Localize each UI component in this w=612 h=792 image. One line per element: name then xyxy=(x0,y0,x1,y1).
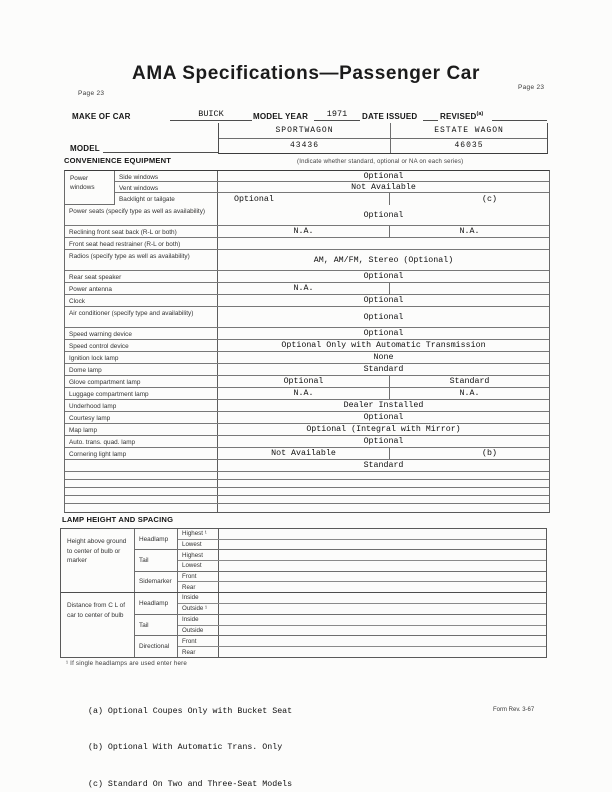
power-windows-block xyxy=(65,171,549,205)
cell-value: Optional (Integral with Mirror) xyxy=(306,425,461,434)
table-row xyxy=(65,328,549,340)
power-windows-group-label: Power windows xyxy=(65,171,115,205)
row-label: Ignition lock lamp xyxy=(65,352,218,363)
cell-value: Standard xyxy=(363,365,404,374)
table-row xyxy=(65,448,549,460)
row-label: Glove compartment lamp xyxy=(65,376,218,387)
row-values xyxy=(218,480,549,487)
table-row xyxy=(65,488,549,496)
footnote-b: (b) Optional With Automatic Trans. Only xyxy=(88,743,283,753)
convenience-table xyxy=(64,170,550,513)
model-row xyxy=(0,141,612,154)
lamp-subgroup-label: Tail xyxy=(135,615,178,636)
table-row xyxy=(65,295,549,307)
lamp-subgroup-label: Tail xyxy=(135,550,178,570)
cell-value-left: N.A. xyxy=(218,283,390,294)
lamp-row xyxy=(178,572,546,583)
row-label xyxy=(65,472,218,479)
row-values xyxy=(218,424,549,435)
table-row xyxy=(65,376,549,388)
lamp-subgroup xyxy=(135,529,546,550)
cell-value: Optional xyxy=(363,296,404,305)
row-label: Dome lamp xyxy=(65,364,218,375)
table-row xyxy=(65,340,549,352)
cell-value: Optional xyxy=(363,210,404,220)
lamp-row-value xyxy=(219,593,546,603)
row-values xyxy=(218,400,549,411)
lamp-row xyxy=(178,636,546,647)
table-row xyxy=(65,364,549,376)
row-values xyxy=(218,488,549,495)
cell-value: Optional Only with Automatic Transmission xyxy=(281,341,486,350)
row-label: Reclining front seat back (R-L or both) xyxy=(65,226,218,237)
lamp-row-value xyxy=(219,582,546,592)
lamp-row-label: Inside xyxy=(178,615,219,625)
row-label: Side windows xyxy=(115,171,218,181)
row-values xyxy=(218,205,549,225)
lamp-rows xyxy=(178,593,546,614)
row-label: Cornering light lamp xyxy=(65,448,218,459)
page-number-right: Page 23 xyxy=(518,84,545,91)
model-label: MODEL xyxy=(70,144,100,153)
table-row xyxy=(65,238,549,250)
lamp-group xyxy=(61,593,546,657)
lamp-row xyxy=(178,529,546,540)
make-of-car-label: MAKE OF CAR xyxy=(72,112,131,121)
table-row xyxy=(65,436,549,448)
cell-value-right: Standard xyxy=(449,377,490,386)
table-row xyxy=(65,424,549,436)
row-label xyxy=(65,460,218,471)
table-row xyxy=(65,400,549,412)
conv-rows xyxy=(65,205,549,512)
series-code: 46035 xyxy=(454,141,484,151)
pw-rows xyxy=(115,171,549,205)
lamp-row xyxy=(178,615,546,626)
lamp-subgroup-label: Sidemarker xyxy=(135,572,178,592)
row-values xyxy=(218,376,549,387)
revised-footnote-mark: (a) xyxy=(476,111,484,117)
cell-value-empty xyxy=(218,496,549,503)
revised-value xyxy=(492,109,547,121)
lamp-row xyxy=(178,561,546,571)
lamp-row-value xyxy=(219,572,546,582)
table-row xyxy=(115,182,549,193)
table-row xyxy=(65,388,549,400)
cell-value: Optional xyxy=(363,312,404,322)
form-revision: Form Rev. 3-67 xyxy=(493,707,535,713)
lamp-subgroup-label: Headlamp xyxy=(135,593,178,614)
cell-value: Optional xyxy=(363,272,404,281)
row-values xyxy=(218,171,549,181)
row-values xyxy=(218,364,549,375)
cell-value-empty xyxy=(218,488,549,495)
model-value xyxy=(103,141,218,153)
lamp-row xyxy=(178,626,546,636)
cell-value: AM, AM/FM, Stereo (Optional) xyxy=(313,255,454,265)
lamp-subgroup xyxy=(135,636,546,657)
row-values xyxy=(218,472,549,479)
lamp-row-label: Highest ¹ xyxy=(178,529,219,539)
header-line xyxy=(0,107,612,122)
cell-value: Standard xyxy=(363,461,404,470)
cell-value-right: N.A. xyxy=(459,389,480,398)
lamp-group-label: Height above ground to center of bulb or marker xyxy=(61,529,135,592)
row-label: Power antenna xyxy=(65,283,218,294)
lamp-subgroup xyxy=(135,550,546,571)
table-row xyxy=(65,271,549,283)
lamp-row-value xyxy=(219,540,546,550)
lamp-row-label: Lowest xyxy=(178,540,219,550)
table-row xyxy=(65,504,549,512)
row-values xyxy=(218,295,549,306)
make-of-car-value: BUICK xyxy=(170,109,252,121)
lamp-subgroups xyxy=(135,593,546,657)
cell-value: Dealer Installed xyxy=(343,401,424,410)
row-label: Speed warning device xyxy=(65,328,218,339)
table-row xyxy=(65,472,549,480)
cell-value: Optional xyxy=(363,437,404,446)
table-row xyxy=(115,171,549,182)
lamp-row-label: Rear xyxy=(178,582,219,592)
cell-value-right: (b) xyxy=(482,449,497,458)
lamp-row-value xyxy=(219,604,546,614)
lamp-row-label: Outside ¹ xyxy=(178,604,219,614)
row-label: Luggage compartment lamp xyxy=(65,388,218,399)
convenience-section-title: CONVENIENCE EQUIPMENT xyxy=(64,156,172,165)
model-year-value: 1971 xyxy=(314,109,360,121)
lamp-subgroup-label: Headlamp xyxy=(135,529,178,549)
lamp-row-label: Outside xyxy=(178,626,219,636)
lamp-row-value xyxy=(219,647,546,657)
lamp-row-label: Highest xyxy=(178,550,219,560)
series-code: 43436 xyxy=(219,139,391,154)
row-label: Radios (specify type as well as availability) xyxy=(65,250,218,270)
row-values xyxy=(218,436,549,447)
cell-value-left: N.A. xyxy=(218,388,390,399)
lamp-row xyxy=(178,604,546,614)
row-values xyxy=(218,388,549,399)
table-row xyxy=(65,496,549,504)
cell-value-left: Optional xyxy=(218,193,390,205)
lamp-group-label: Distance from C L of car to center of bulb xyxy=(61,593,135,657)
lamp-row-value xyxy=(219,636,546,646)
lamp-rows xyxy=(178,615,546,636)
row-values xyxy=(218,283,549,294)
lamp-subgroup-label: Directional xyxy=(135,636,178,657)
lamp-subgroup xyxy=(135,572,546,592)
table-row xyxy=(65,480,549,488)
table-row xyxy=(65,283,549,295)
cell-value-right: N.A. xyxy=(459,227,480,236)
cell-value: None xyxy=(373,353,394,362)
cell-value-left: N.A. xyxy=(218,226,390,237)
row-values xyxy=(218,504,549,512)
row-label: Power seats (specify type as well as availability) xyxy=(65,205,218,225)
cell-value-empty xyxy=(218,472,549,479)
row-values xyxy=(218,238,549,249)
series-name: SPORTWAGON xyxy=(219,123,391,138)
row-label xyxy=(65,496,218,503)
cell-value: Optional xyxy=(363,329,404,338)
lamp-row-label: Rear xyxy=(178,647,219,657)
cell-value: Optional xyxy=(363,413,404,422)
row-values xyxy=(218,448,549,459)
cell-value-right xyxy=(390,283,549,294)
row-label: Auto. trans. quad. lamp xyxy=(65,436,218,447)
cell-value-left: Optional xyxy=(218,376,390,387)
cell-value-empty xyxy=(218,504,549,512)
row-values xyxy=(218,182,549,192)
date-issued-value xyxy=(423,109,438,121)
table-row xyxy=(115,193,549,205)
lamp-row-label: Front xyxy=(178,572,219,582)
lamp-subgroups xyxy=(135,529,546,592)
lamp-row xyxy=(178,593,546,604)
row-values xyxy=(218,340,549,351)
table-row xyxy=(65,307,549,328)
table-row xyxy=(65,250,549,271)
cell-value-empty xyxy=(218,480,549,487)
table-row xyxy=(65,226,549,238)
lamp-table xyxy=(60,528,547,658)
lamp-row xyxy=(178,540,546,550)
row-values xyxy=(218,352,549,363)
row-label: Backlight or tailgate xyxy=(115,193,218,205)
lamp-subgroup xyxy=(135,615,546,637)
lamp-row-value xyxy=(219,550,546,560)
lamp-row xyxy=(178,647,546,657)
page-title: AMA Specifications—Passenger Car xyxy=(132,63,480,84)
date-issued-label: DATE ISSUED xyxy=(362,112,418,121)
lamp-subgroup xyxy=(135,593,546,615)
row-label: Front seat head restrainer (R-L or both) xyxy=(65,238,218,249)
row-label xyxy=(65,504,218,512)
row-label: Underhood lamp xyxy=(65,400,218,411)
lamp-row-value xyxy=(219,529,546,539)
lamp-rows xyxy=(178,636,546,657)
footnote-a: (a) Optional Coupes Only with Bucket Seat xyxy=(88,706,293,716)
row-values xyxy=(218,412,549,423)
row-values xyxy=(218,250,549,270)
row-label: Vent windows xyxy=(115,182,218,192)
row-label: Speed control device xyxy=(65,340,218,351)
row-values xyxy=(218,307,549,327)
footnote-list xyxy=(88,681,292,792)
row-label: Air conditioner (specify type and availability) xyxy=(65,307,218,327)
row-values xyxy=(218,328,549,339)
revised-label: REVISED$^{(a)}$ xyxy=(440,111,484,121)
row-values xyxy=(218,460,549,471)
row-label: Courtesy lamp xyxy=(65,412,218,423)
row-label xyxy=(65,480,218,487)
table-row xyxy=(65,460,549,472)
lamp-row xyxy=(178,550,546,561)
table-row xyxy=(65,412,549,424)
lamp-row xyxy=(178,582,546,592)
row-values xyxy=(218,271,549,282)
lamp-group xyxy=(61,529,546,593)
cell-value: Not Available xyxy=(351,182,416,192)
row-label: Rear seat speaker xyxy=(65,271,218,282)
lamp-row-label: Lowest xyxy=(178,561,219,571)
convenience-hint: (Indicate whether standard, optional or NA on each series) xyxy=(297,159,464,165)
lamp-rows xyxy=(178,572,546,592)
footnote-c: (c) Standard On Two and Three-Seat Models xyxy=(88,780,293,790)
lamp-row-value xyxy=(219,626,546,636)
cell-value: Optional xyxy=(363,171,404,181)
lamp-rows xyxy=(178,529,546,549)
lamp-row-value xyxy=(219,561,546,571)
row-label: Map lamp xyxy=(65,424,218,435)
row-values xyxy=(218,193,549,205)
lamp-row-label: Front xyxy=(178,636,219,646)
row-values xyxy=(218,496,549,503)
cell-value-left: Not Available xyxy=(218,448,390,459)
lamp-footnote: ¹ If single headlamps are used enter here xyxy=(66,660,188,667)
row-label: Clock xyxy=(65,295,218,306)
cell-value-empty xyxy=(218,238,549,249)
lamp-section-title: LAMP HEIGHT AND SPACING xyxy=(62,515,174,524)
lamp-rows xyxy=(178,550,546,570)
cell-value-right: (c) xyxy=(482,194,497,204)
series-name: ESTATE WAGON xyxy=(434,125,504,135)
model-year-label: MODEL YEAR xyxy=(253,112,309,121)
lamp-row-label: Inside xyxy=(178,593,219,603)
lamp-row-value xyxy=(219,615,546,625)
row-values xyxy=(218,226,549,237)
table-row xyxy=(65,352,549,364)
table-row xyxy=(65,205,549,226)
row-label xyxy=(65,488,218,495)
page-number-left: Page 23 xyxy=(78,90,105,97)
